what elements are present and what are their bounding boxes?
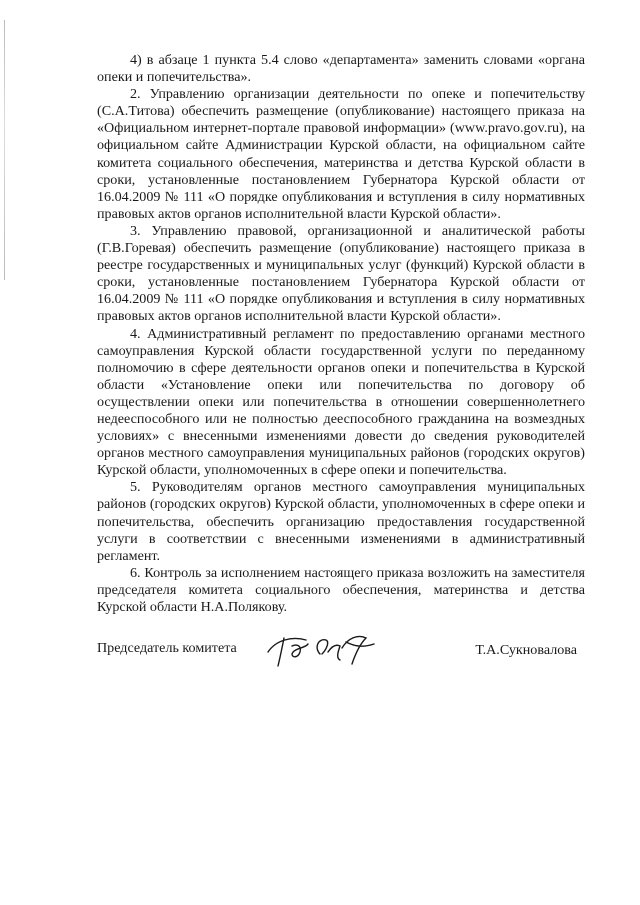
paragraph-item-6: 6. Контроль за исполнением настоящего приказа возложить на заместителя председателя комитета социального обеспечения, материнства и детства Курской области Н.А.Полякову.: [97, 564, 585, 615]
signature-block: [97, 636, 585, 666]
signatory-name: Т.А.Сукновалова: [475, 642, 577, 658]
document-body: [97, 52, 585, 616]
paragraph-amendment-4: 4) в абзаце 1 пункта 5.4 слово «департамента» заменить словами «органа опеки и попечительства».: [97, 52, 585, 86]
scan-edge-line: [4, 20, 5, 280]
paragraph-item-4: 4. Административный регламент по предоставлению органами местного самоуправления Курской области государственной услуги по переданному полномочию в сфере деятельности органов опеки и попечительства в Курской области «Установление опеки или попечительства по договору об осуществлении опеки или попечительства в отношении совершеннолетнего недееспособного или не полностью дееспособного гражданина на возмездных условиях» с внесенными изменениями довести до сведения руководителей органов местного самоуправления муниципальных районов (городских округов) Курской области, уполномоченных в сфере опеки и попечительства.: [97, 325, 585, 479]
signatory-title: Председатель комитета: [97, 640, 237, 656]
paragraph-item-2: 2. Управлению организации деятельности по опеке и попечительству (С.А.Титова) обеспечить размещение (опубликование) настоящего приказа на «Официальном интернет-портале правовой информации» (www.pravo.gov.ru), на официальном сайте Администрации Курской области, на официальном сайте комитета социального обеспечения, материнства и детства Курской области в сроки, установленные постановлением Губернатора Курской области от 16.04.2009 № 111 «О порядке опубликования и вступления в силу нормативных правовых актов органов исполнительной власти Курской области».: [97, 86, 585, 222]
handwritten-signature: [262, 618, 382, 678]
paragraph-item-3: 3. Управлению правовой, организационной и аналитической работы (Г.В.Горевая) обеспечить размещение (опубликование) настоящего приказа в реестре государственных и муниципальных услуг (функций) Курской области в сроки, установленные постановлением Губернатора Курской области от 16.04.2009 № 111 «О порядке опубликования и вступления в силу нормативных правовых актов органов исполнительной власти Курской области».: [97, 222, 585, 325]
paragraph-item-5: 5. Руководителям органов местного самоуправления муниципальных районов (городских округов) Курской области, уполномоченных в сфере опеки и попечительства, обеспечить организацию предоставления государственной услуги в соответствии с внесенными изменениями в административный регламент.: [97, 479, 585, 564]
